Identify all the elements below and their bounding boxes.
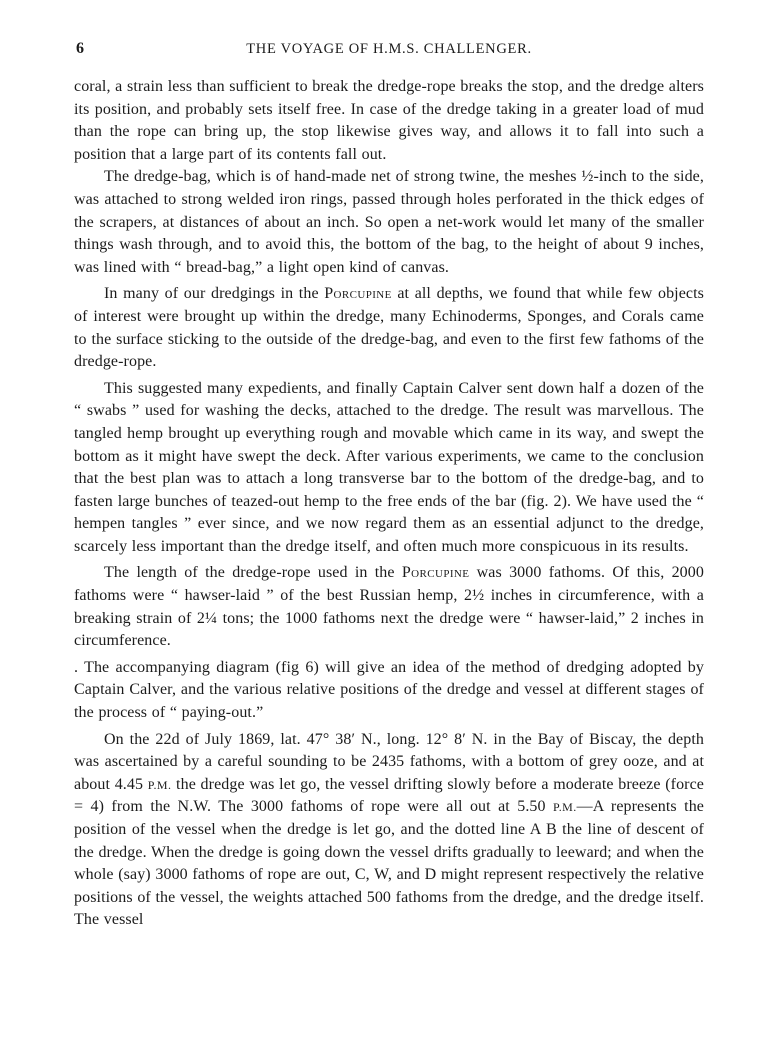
- ship-name: Porcupine: [324, 285, 392, 303]
- paragraph: This suggested many expedients, and finally Captain Calver sent down half a dozen of the “ swabs ” used for washing the decks, attached to the dredge. The result was marvellous. The tangled hemp brought up everything rough and movable which came in its way, and swept the bottom as it might have swept the deck. After various experiments, we came to the conclusion that the best plan was to attach a long transverse bar to the bottom of the dredge-bag, and to fasten large bunches of teazed-out hemp to the free ends of the bar (fig. 2). We have used the “ hempen tangles ” ever since, and we now regard them as an essential adjunct to the dredge, scarcely less important than the dredge itself, and often much more conspicuous in its results.: [74, 379, 704, 555]
- text-run: the dredge was let go, the vessel drifting slowly before a moderate breeze (force = 4) from the N.W. The 3000 fathoms of rope were all out at 5.50: [74, 775, 704, 816]
- page-header: [74, 40, 704, 64]
- text-run: On the 22d of July 1869, lat. 47° 38′ N., long. 12° 8′ N. in the Bay of Biscay, the depth was ascertained by a careful sounding to be 2435 fathoms, with a bottom of grey ooze, and at about 4.45: [74, 730, 704, 793]
- paragraph: The dredge-bag, which is of hand-made net of strong twine, the meshes ½-inch to the side, was attached to strong welded iron rings, passed through holes perforated in the thick edges of the scrapers, at distances of about an inch. So open a net-work would let many of the smaller things wash through, and to avoid this, the bottom of the bag, to the height of about 9 inches, was lined with “ bread-bag,” a light open kind of canvas.: [74, 168, 704, 276]
- paragraph: . The accompanying diagram (fig 6) will give an idea of the method of dredging adopted by Captain Calver, and the various relative positions of the dredge and vessel at different stages of the process of “ paying-out.”: [74, 658, 704, 722]
- time-suffix: P.M.: [147, 777, 172, 792]
- paragraph: [74, 283, 704, 373]
- time-suffix: P.M.: [553, 800, 577, 815]
- page-number: 6: [76, 40, 84, 57]
- body-text: [74, 76, 704, 932]
- book-page: [74, 40, 704, 932]
- paragraph: [74, 562, 704, 652]
- ship-name: Porcupine: [401, 564, 470, 582]
- paragraph: coral, a strain less than sufficient to break the dredge-rope breaks the stop, and the dredge alters its position, and probably sets itself free. In case of the dredge taking in a greater load of mud than the rope can bring up, the stop likewise gives way, and allows it to fall into such a position that a large part of its contents fall out.: [74, 78, 704, 163]
- text-run: at all depths, we found that while few objects of interest were brought up within the dredge, many Echinoderms, Sponges, and Corals came to the surface sticking to the outside of the dredge-bag, and even to the first few fathoms of the dredge-rope.: [74, 285, 705, 371]
- paragraph: [74, 729, 704, 932]
- text-run: In many of our dredgings in the: [104, 285, 325, 303]
- running-title: THE VOYAGE OF H.M.S. CHALLENGER.: [246, 41, 532, 57]
- text-run: —A represents the position of the vessel when the dredge is let go, and the dotted line A B the line of descent of the dredge. When the dredge is going down the vessel drifts gradually to leeward; and when the whole (say) 3000 fathoms of rope are out, C, W, and D might represent respectively the relative positions of the vessel, the weights attached 500 fathoms from the dredge, and the dredge itself. The vessel: [74, 798, 704, 929]
- text-run: The length of the dredge-rope used in the: [104, 564, 402, 582]
- text-run: was 3000 fathoms. Of this, 2000 fathoms were “ hawser-laid ” of the best Russian hemp, 2½ inches in circumference, with a breaking strain of 2¼ tons; the 1000 fathoms next the dredge were “ hawser-laid,” 2 inches in circumference.: [74, 564, 704, 650]
